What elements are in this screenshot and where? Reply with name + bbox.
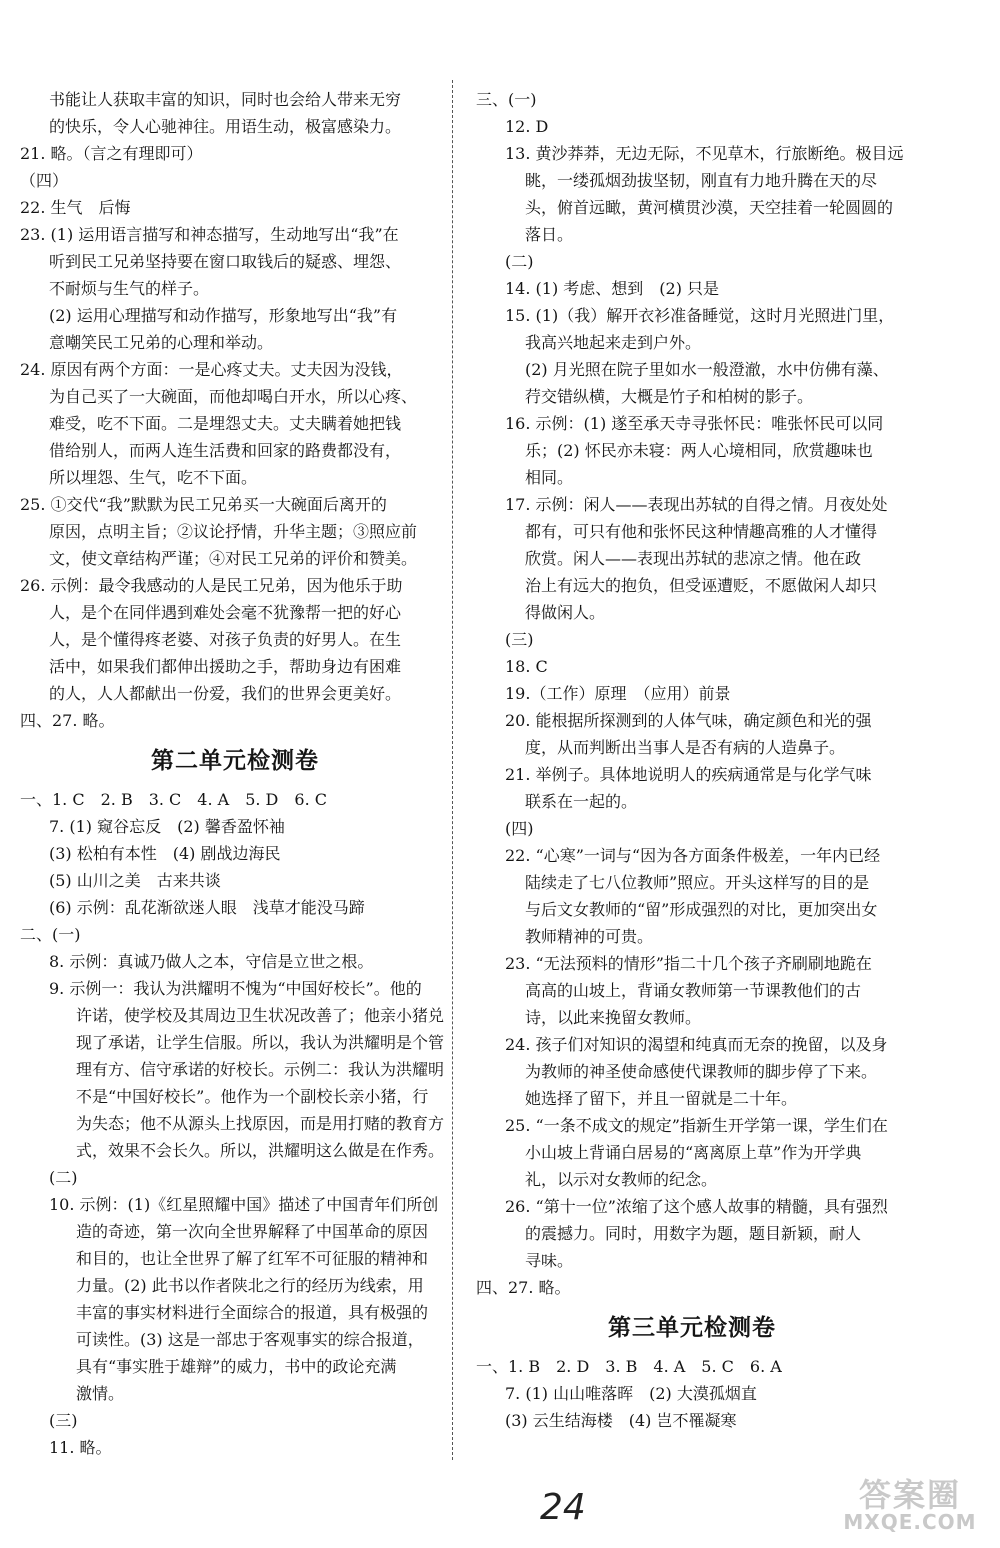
answer-line: 原因，点明主旨；②议论抒情，升华主题；③照应前 bbox=[49, 522, 418, 541]
answer-line: 文，使文章结构严谨；④对民工兄弟的评价和赞美。 bbox=[49, 549, 418, 568]
answer-line: (二) bbox=[49, 1168, 78, 1187]
answer-line: 和目的，也让全世界了解了红军不可征服的精神和 bbox=[76, 1249, 429, 1268]
answer-line: 11. 略。 bbox=[49, 1438, 112, 1457]
answer-line: 眺，一缕孤烟劲拔坚韧，刚直有力地升腾在天的尽 bbox=[525, 171, 878, 190]
answer-line: 与后文女教师的“留”形成强烈的对比，更加突出女 bbox=[525, 900, 878, 919]
answer-line: 联系在一起的。 bbox=[525, 792, 638, 811]
answer-line: 得做闲人。 bbox=[525, 603, 606, 622]
answer-line: 活中，如果我们都伸出援助之手，帮助身边有困难 bbox=[49, 657, 402, 676]
answer-line: 21. 举例子。具体地说明人的疾病通常是与化学气味 bbox=[505, 765, 872, 784]
answer-line: 26. “第十一位”浓缩了这个感人故事的精髓，具有强烈 bbox=[505, 1197, 888, 1216]
answer-line: 一、1. C 2. B 3. C 4. A 5. D 6. C bbox=[20, 790, 327, 809]
answer-line: 24. 孩子们对知识的渴望和纯真而无奈的挽留，以及身 bbox=[505, 1035, 888, 1054]
column-divider bbox=[452, 80, 453, 1460]
answer-line: 四、27. 略。 bbox=[476, 1278, 571, 1297]
answer-line: 欣赏。闲人——表现出苏轼的悲凉之情。他在政 bbox=[525, 549, 862, 568]
answer-line: 10. 示例：(1)《红星照耀中国》描述了中国青年们所创 bbox=[49, 1195, 439, 1214]
watermark-logo bbox=[830, 1470, 990, 1542]
answer-line: 诗，以此来挽留女教师。 bbox=[525, 1008, 702, 1027]
answer-line: (3) 松柏有本性 (4) 剧战边海民 bbox=[49, 844, 281, 863]
section-title: 第三单元检测卷 bbox=[608, 1314, 776, 1341]
answer-line: 四、27. 略。 bbox=[20, 711, 115, 730]
answer-line: 25. ①交代“我”默默为民工兄弟买一大碗面后离开的 bbox=[20, 495, 387, 514]
answer-line: 23. (1) 运用语言描写和神态描写，生动地写出“我”在 bbox=[20, 225, 399, 244]
answer-line: (6) 示例：乱花渐欲迷人眼 浅草才能没马蹄 bbox=[49, 898, 365, 917]
answer-line: 9. 示例一：我认为洪耀明不愧为“中国好校长”。他的 bbox=[49, 979, 422, 998]
answer-line: 寻味。 bbox=[525, 1251, 574, 1270]
answer-line: 8. 示例：真诚乃做人之本，守信是立世之根。 bbox=[49, 952, 374, 971]
answer-line: 7. (1) 山山唯落晖 (2) 大漠孤烟直 bbox=[505, 1384, 757, 1403]
answer-line: 难受，吃不下面。二是埋怨丈夫。丈夫瞒着她把钱 bbox=[49, 414, 402, 433]
answer-line: 15. (1)（我）解开衣衫准备睡觉，这时月光照进门里， bbox=[505, 306, 895, 325]
answer-line: 听到民工兄弟坚持要在窗口取钱后的疑惑、埋怨、 bbox=[49, 252, 402, 271]
answer-line: (三) bbox=[505, 630, 534, 649]
answer-line: 为失态；他不从源头上找原因，而是用打赌的教育方 bbox=[76, 1114, 445, 1133]
answer-line: 式，效果不会长久。所以，洪耀明这么做是在作秀。 bbox=[76, 1141, 445, 1160]
answer-line: 高高的山坡上，背诵女教师第一节课教他们的古 bbox=[525, 981, 862, 1000]
page-number: 24 bbox=[540, 1487, 586, 1528]
answer-line: 22. “心寒”一词与“因为各方面条件极差，一年内已经 bbox=[505, 846, 881, 865]
section-title: 第二单元检测卷 bbox=[151, 747, 319, 774]
answer-line: 25. “一条不成文的规定”指新生开学第一课，学生们在 bbox=[505, 1116, 888, 1135]
answer-line: 12. D bbox=[505, 117, 549, 136]
answer-line: 17. 示例：闲人——表现出苏轼的自得之情。月夜处处 bbox=[505, 495, 888, 514]
answer-line: (三) bbox=[49, 1411, 78, 1430]
answer-line: 陆续走了七八位教师”照应。开头这样写的目的是 bbox=[525, 873, 870, 892]
answer-line: (2) 运用心理描写和动作描写，形象地写出“我”有 bbox=[49, 306, 398, 325]
answer-line: 都有，可只有他和张怀民这种情趣高雅的人才懂得 bbox=[525, 522, 878, 541]
answer-line: （四） bbox=[20, 171, 69, 190]
answer-line: 人，是个在同伴遇到难处会毫不犹豫帮一把的好心 bbox=[49, 603, 402, 622]
answer-line: 不是“中国好校长”。他作为一个副校长亲小猪，行 bbox=[76, 1087, 429, 1106]
answer-line: 26. 示例：最令我感动的人是民工兄弟，因为他乐于助 bbox=[20, 576, 403, 595]
answer-line: 22. 生气 后悔 bbox=[20, 198, 131, 217]
answer-line: (2) 月光照在院子里如水一般澄澈，水中仿佛有藻、 bbox=[525, 360, 889, 379]
answer-line: 19.（工作）原理 （应用）前景 bbox=[505, 684, 731, 703]
answer-line: 可读性。(3) 这是一部忠于客观事实的综合报道， bbox=[76, 1330, 424, 1349]
answer-line: 7. (1) 窥谷忘反 (2) 馨香盈怀袖 bbox=[49, 817, 285, 836]
answer-line: 头，俯首远瞰，黄河横贯沙漠，天空挂着一轮圆圆的 bbox=[525, 198, 894, 217]
answer-line: 所以埋怨、生气，吃不下面。 bbox=[49, 468, 258, 487]
answer-line: 激情。 bbox=[76, 1384, 125, 1403]
answer-line: 造的奇迹，第一次向全世界解释了中国革命的原因 bbox=[76, 1222, 429, 1241]
answer-line: 二、(一) bbox=[20, 925, 81, 944]
answer-line: 三、(一) bbox=[476, 90, 537, 109]
answer-line: 力量。(2) 此书以作者陕北之行的经历为线索，用 bbox=[76, 1276, 424, 1295]
answer-line: 具有“事实胜于雄辩”的威力，书中的政论充满 bbox=[76, 1357, 397, 1376]
answer-line: 18. C bbox=[505, 657, 548, 676]
answer-line: 不耐烦与生气的样子。 bbox=[49, 279, 210, 298]
answer-line: 小山坡上背诵白居易的“离离原上草”作为开学典 bbox=[525, 1143, 862, 1162]
answer-line: 21. 略。（言之有理即可） bbox=[20, 144, 203, 163]
answer-line: 落日。 bbox=[525, 225, 574, 244]
answer-line: 丰富的事实材料进行全面综合的报道，具有极强的 bbox=[76, 1303, 429, 1322]
answer-line: (四) bbox=[505, 819, 534, 838]
answer-line: 治上有远大的抱负，但受诬遭贬，不愿做闲人却只 bbox=[525, 576, 878, 595]
answer-line: 许诺，使学校及其周边卫生状况改善了；他亲小猪兑 bbox=[76, 1006, 445, 1025]
answer-line: 的震撼力。同时，用数字为题，题目新颖，耐人 bbox=[525, 1224, 862, 1243]
answer-line: 20. 能根据所探测到的人体气味，确定颜色和光的强 bbox=[505, 711, 872, 730]
right-column bbox=[476, 86, 908, 1434]
answer-line: 的人，人人都献出一份爱，我们的世界会更美好。 bbox=[49, 684, 402, 703]
answer-line: 我高兴地起来走到户外。 bbox=[525, 333, 702, 352]
answer-line: 一、1. B 2. D 3. B 4. A 5. C 6. A bbox=[476, 1357, 782, 1376]
answer-line: 23. “无法预料的情形”指二十几个孩子齐刷刷地跪在 bbox=[505, 954, 872, 973]
answer-line: (3) 云生结海楼 (4) 岂不罹凝寒 bbox=[505, 1411, 737, 1430]
answer-line: 16. 示例：(1) 遂至承天寺寻张怀民：唯张怀民可以同 bbox=[505, 414, 884, 433]
watermark-site-text: MXQE.COM bbox=[843, 1510, 977, 1534]
answer-line: 相同。 bbox=[525, 468, 574, 487]
answer-line: 荇交错纵横，大概是竹子和柏树的影子。 bbox=[525, 387, 814, 406]
answer-line: 她选择了留下，并且一留就是二十年。 bbox=[525, 1089, 798, 1108]
answer-line: 借给别人，而两人连生活费和回家的路费都没有， bbox=[49, 441, 402, 460]
answer-line: 为自己买了一大碗面，而他却喝白开水，所以心疼、 bbox=[49, 387, 418, 406]
watermark-logo-text: 答案圈 bbox=[858, 1476, 961, 1514]
answer-line: 14. (1) 考虑、想到 (2) 只是 bbox=[505, 279, 720, 298]
answer-line: 人，是个懂得疼老婆、对孩子负责的好男人。在生 bbox=[49, 630, 402, 649]
answer-line: 书能让人获取丰富的知识，同时也会给人带来无穷 bbox=[49, 90, 402, 109]
answer-line: (5) 山川之美 古来共谈 bbox=[49, 871, 221, 890]
answer-line: 现了承诺，让学生信服。所以，我认为洪耀明是个管 bbox=[76, 1033, 445, 1052]
answer-line: 意嘲笑民工兄弟的心理和举动。 bbox=[49, 333, 274, 352]
answer-line: 教师精神的可贵。 bbox=[525, 927, 654, 946]
answer-line: 度，从而判断出当事人是否有病的人造鼻子。 bbox=[525, 738, 846, 757]
answer-line: 24. 原因有两个方面：一是心疼丈夫。丈夫因为没钱， bbox=[20, 360, 403, 379]
answer-line: 为教师的神圣使命感使代课教师的脚步停了下来。 bbox=[525, 1062, 878, 1081]
left-column bbox=[20, 86, 450, 1461]
answer-line: (二) bbox=[505, 252, 534, 271]
answer-line: 的快乐，令人心驰神往。用语生动，极富感染力。 bbox=[49, 117, 402, 136]
answer-line: 13. 黄沙莽莽，无边无际，不见草木，行旅断绝。极目远 bbox=[505, 144, 904, 163]
answer-line: 礼，以示对女教师的纪念。 bbox=[525, 1170, 718, 1189]
answer-line: 乐；(2) 怀民亦未寝：两人心境相同，欣赏趣味也 bbox=[525, 441, 873, 460]
answer-line: 理有方、信守承诺的好校长。示例二：我认为洪耀明 bbox=[76, 1060, 445, 1079]
